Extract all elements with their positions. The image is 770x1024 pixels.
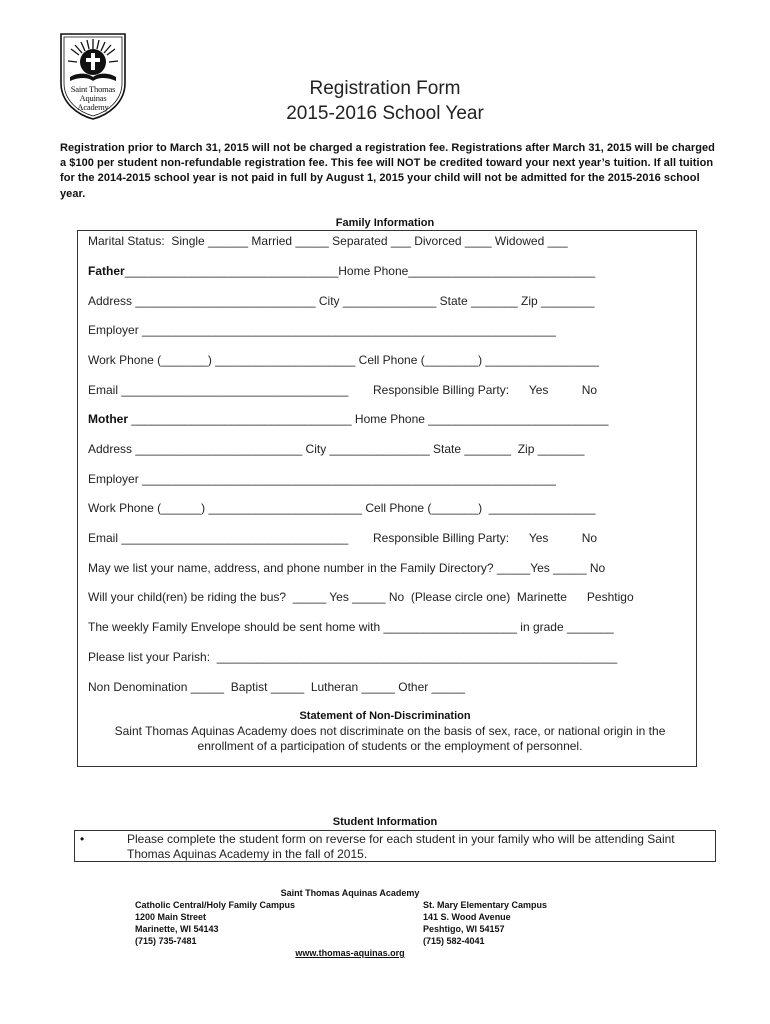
father-employer-field[interactable]: Employer ______________________________________________________________ (88, 323, 556, 337)
form-title: Registration Form (309, 78, 461, 99)
footer-line: Peshtigo, WI 54157 (423, 924, 505, 934)
bullet-icon: • (80, 832, 85, 846)
logo-text-line: Aquinas (79, 93, 107, 103)
father-phone-field[interactable]: Work Phone (_______) _____________________ Cell Phone (________) _________________ (88, 353, 599, 367)
denomination-field[interactable]: Non Denomination _____ Baptist _____ Lutheran _____ Other _____ (88, 680, 465, 694)
mother-employer-field[interactable]: Employer ______________________________________________________________ (88, 472, 556, 486)
mother-home-phone: _________________________________ Home Phone ___________________________ (128, 412, 609, 426)
mother-phone-field[interactable]: Work Phone (______) _______________________ Cell Phone (_______) ________________ (88, 501, 596, 515)
logo-text-line: Saint Thomas (70, 84, 116, 94)
non-discrimination-heading: Statement of Non-Discrimination (299, 710, 471, 722)
form-subtitle: 2015-2016 School Year (286, 103, 484, 124)
non-discrimination-body: Saint Thomas Aquinas Academy does not discriminate on the basis of sex, race, or national origin in the enrollment of a participation of students or the employment of personnel. (114, 724, 666, 753)
directory-question[interactable]: May we list your name, address, and phone number in the Family Directory? _____Yes _____ No (88, 561, 606, 575)
footer-line: 141 S. Wood Avenue (423, 912, 511, 922)
mother-email-field[interactable]: Email __________________________________ (88, 531, 349, 545)
logo-text-line: Academy (77, 102, 109, 112)
registration-notice: Registration prior to March 31, 2015 will not be charged a registration fee. Registrations after March 31, 2015 will be charged a $100 per student non-refundable registration fee. This fee will NOT be credited toward your next year’s tuition. If all tuition for the 2014-2015 school year is not paid in full by August 1, 2015 your child will not be admitted for the 2015-2016 school year. (60, 142, 715, 200)
footer-left-campus (135, 899, 295, 947)
mother-address-field[interactable]: Address _________________________ City _______________ State _______ Zip _______ (88, 442, 585, 456)
footer-line: (715) 582-4041 (423, 936, 485, 946)
footer-line: 1200 Main Street (135, 912, 207, 922)
footer-line: Marinette, WI 54143 (135, 924, 219, 934)
marital-status-field[interactable]: Marital Status: Single ______ Married _____ Separated ___ Divorced ____ Widowed ___ (88, 234, 568, 248)
footer-academy-name: Saint Thomas Aquinas Academy (280, 888, 420, 898)
footer-line: (715) 735-7481 (135, 936, 197, 946)
mother-name-field[interactable] (88, 412, 608, 426)
family-info-heading: Family Information (335, 217, 435, 229)
father-home-phone: ________________________________Home Phone____________________________ (124, 264, 596, 278)
father-billing-party[interactable]: Responsible Billing Party: Yes No (373, 383, 598, 397)
footer-right-campus (423, 899, 547, 947)
envelope-question[interactable]: The weekly Family Envelope should be sent home with ____________________ in grade _______ (88, 620, 614, 634)
father-email-field[interactable]: Email __________________________________ (88, 383, 349, 397)
father-address-field[interactable]: Address ___________________________ City ______________ State _______ Zip ________ (88, 294, 595, 308)
mother-label: Mother (88, 412, 128, 426)
website-link[interactable]: www.thomas-aquinas.org (295, 948, 405, 958)
bus-question[interactable]: Will your child(ren) be riding the bus? _____ Yes _____ No (Please circle one) Marinette Peshtigo (88, 590, 634, 604)
footer-line: St. Mary Elementary Campus (423, 900, 548, 910)
footer-line: Catholic Central/Holy Family Campus (135, 900, 296, 910)
parish-field[interactable]: Please list your Parish: ____________________________________________________________ (88, 650, 618, 664)
mother-billing-party[interactable]: Responsible Billing Party: Yes No (373, 531, 598, 545)
father-name-field[interactable] (88, 264, 595, 278)
student-instructions: Please complete the student form on reverse for each student in your family who will be attending Saint Thomas Aquinas Academy in the fall of 2015. (127, 832, 675, 861)
student-info-heading: Student Information (332, 816, 438, 828)
father-label: Father (88, 264, 125, 278)
